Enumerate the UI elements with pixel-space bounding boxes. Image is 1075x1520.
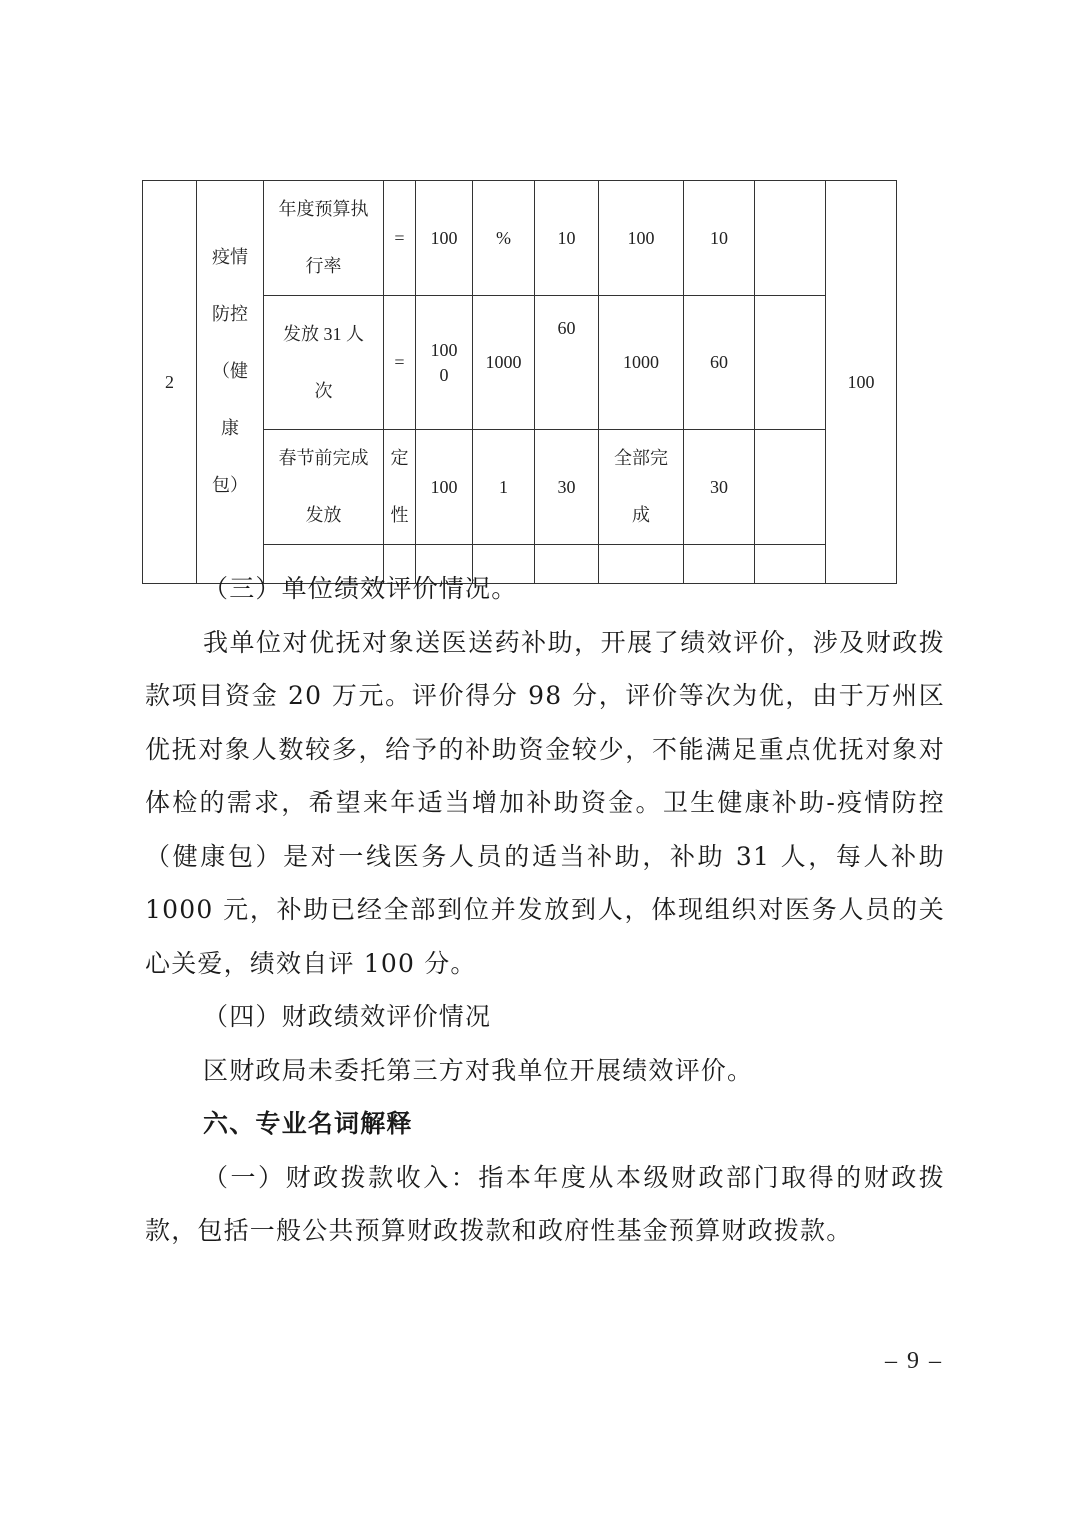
row-number: 2 xyxy=(165,371,174,392)
glossary-term-definition: 指本年度从本级财政部门取得的财政拨款，包括一般公共预算财政拨款和政府性基金预算财政拨款。 xyxy=(145,1162,945,1245)
target-cell: 100 xyxy=(416,430,473,545)
unit-cell: 1 xyxy=(473,430,535,545)
body-text xyxy=(145,562,945,1258)
score-cell: 30 xyxy=(684,430,755,545)
weight-value: 60 xyxy=(557,318,576,338)
note-cell xyxy=(755,296,826,430)
indicator-line: 发放 31 人 xyxy=(283,323,364,344)
weight-cell: 10 xyxy=(535,181,599,296)
target-line: 100 xyxy=(430,339,458,360)
actual-line: 成 xyxy=(632,505,650,525)
indicator-cell xyxy=(264,296,384,430)
category-line: （健 xyxy=(212,361,248,381)
actual-line: 全部完 xyxy=(614,448,668,468)
actual-cell xyxy=(599,430,684,545)
target-line: 0 xyxy=(439,364,449,385)
fiscal-eval-paragraph: 区财政局未委托第三方对我单位开展绩效评价。 xyxy=(203,1055,754,1085)
category-line: 包） xyxy=(212,475,248,495)
operator-cell xyxy=(384,430,416,545)
indicator-line: 年度预算执 xyxy=(278,199,369,219)
actual-cell: 1000 xyxy=(599,296,684,430)
indicator-line: 春节前完成 xyxy=(278,448,369,468)
row-number-cell xyxy=(143,181,197,584)
unit-cell: 1000 xyxy=(473,296,535,430)
page-number: – 9 – xyxy=(885,1348,943,1374)
weight-cell: 30 xyxy=(535,430,599,545)
indicator-line: 行率 xyxy=(305,256,342,276)
table-row xyxy=(143,181,897,296)
indicator-cell xyxy=(264,181,384,296)
actual-cell: 100 xyxy=(599,181,684,296)
target-cell xyxy=(416,296,473,430)
glossary-term-label: （一）财政拨款收入： xyxy=(203,1162,479,1192)
indicator-cell xyxy=(264,430,384,545)
indicator-line: 发放 xyxy=(305,505,342,525)
category-line: 防控 xyxy=(212,304,248,324)
glossary-heading: 六、专业名词解释 xyxy=(203,1109,413,1138)
total-score: 100 xyxy=(847,371,875,392)
unit-eval-paragraph: 我单位对优抚对象送医送药补助，开展了绩效评价，涉及财政拨款项目资金 20 万元。评价得分 98 分，评价等次为优，由于万州区优抚对象人数较多，给予的补助资金较少，不能满足重点优抚对象对体检的需求，希望来年适当增加补助资金。卫生健康补助-疫情防控（健康包）是对一线医务人员的适当补助，补助 31 人，每人补助 1000 元，补助已经全部到位并发放到人，体现组织对医务人员的关心关爱，绩效自评 100 分。 xyxy=(145,627,945,978)
score-cell: 10 xyxy=(684,181,755,296)
score-cell: 60 xyxy=(684,296,755,430)
category-line: 康 xyxy=(221,418,239,438)
operator-cell: = xyxy=(384,296,416,430)
category-line: 疫情 xyxy=(212,247,248,267)
unit-eval-heading: （三）单位绩效评价情况。 xyxy=(203,574,518,603)
note-cell xyxy=(755,181,826,296)
category-cell xyxy=(197,181,264,584)
total-score-cell xyxy=(826,181,897,584)
operator-line: 定 xyxy=(390,448,409,468)
glossary-item-1 xyxy=(145,1151,945,1258)
note-cell xyxy=(755,430,826,545)
operator-line: 性 xyxy=(390,505,409,525)
operator-cell: = xyxy=(384,181,416,296)
weight-cell xyxy=(535,296,599,430)
target-cell: 100 xyxy=(416,181,473,296)
fiscal-eval-heading: （四）财政绩效评价情况 xyxy=(203,1002,492,1031)
unit-cell: % xyxy=(473,181,535,296)
performance-table xyxy=(142,180,897,584)
indicator-line: 次 xyxy=(314,380,333,401)
